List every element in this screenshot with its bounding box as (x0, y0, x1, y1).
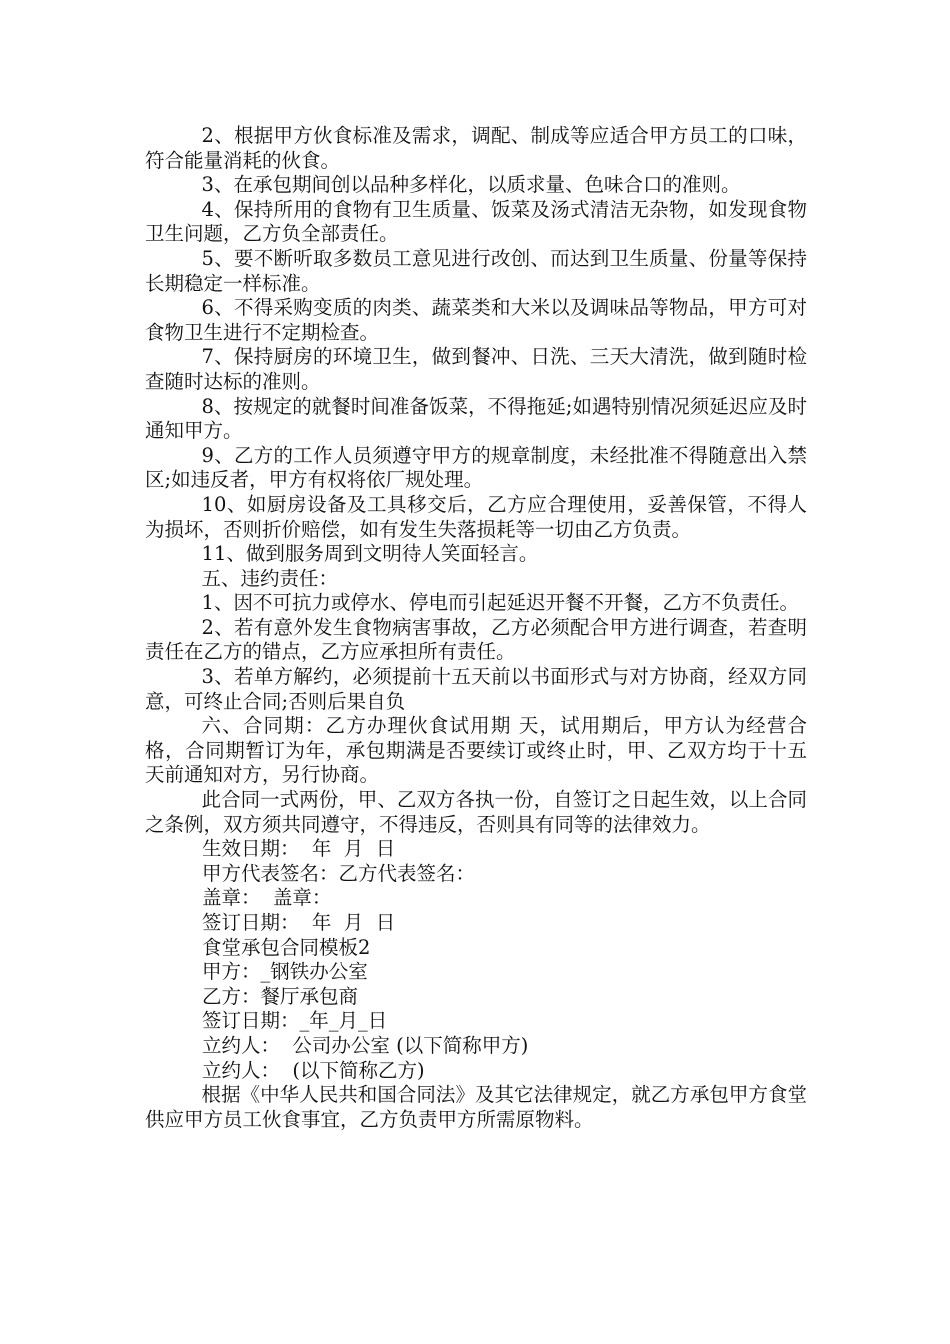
section-breach-heading: 五、违约责任： (201, 566, 339, 590)
breach-clause-2: 2、若有意外发生食物病害事故，乙方必须配合甲方进行调查，若查明责任在乙方的错点，乙方应承担所有责任。 (145, 615, 807, 664)
party-a-line: 甲方：_钢铁办公室 (202, 960, 368, 984)
clause-8-meal-times: 8、按规定的就餐时间准备饭菜，不得拖延;如遇特别情况须延迟应及时通知甲方。 (145, 394, 807, 443)
clause-11-service: 11、做到服务周到文明待人笑面轻言。 (201, 542, 539, 566)
clause-9-staff-rules: 9、乙方的工作人员须遵守甲方的规章制度，未经批准不得随意出入禁区;如违反者，甲方有权将依厂规处理。 (145, 443, 807, 492)
breach-clause-1: 1、因不可抗力或停水、停电而引起延迟开餐不开餐，乙方不负责任。 (201, 591, 799, 615)
section-contract-term: 六、合同期：乙方办理伙食试用期 天，试用期后，甲方认为经营合格，合同期暂订为年，承包期满是否要续订或终止时，甲、乙双方均于十五天前通知对方，另行协商。 (145, 714, 807, 787)
signing-date-line: 签订日期： 年 月 日 (202, 911, 396, 934)
clause-10-equipment: 10、如厨房设备及工具移交后，乙方应合理使用，妥善保管，不得人为损坏，否则折价赔偿，如有发生失落损耗等一切由乙方负责。 (145, 492, 807, 541)
legal-basis-paragraph: 根据《中华人民共和国合同法》及其它法律规定，就乙方承包甲方食堂供应甲方员工伙食事宜，乙方负责甲方所需原物料。 (145, 1083, 807, 1131)
clause-6-procurement: 6、不得采购变质的肉类、蔬菜类和大米以及调味品等物品，甲方可对食物卫生进行不定期检查。 (145, 296, 807, 344)
effective-date-line: 生效日期： 年 月 日 (202, 837, 396, 861)
representative-signature-line: 甲方代表签名：乙方代表签名： (202, 861, 476, 885)
template-2-title: 食堂承包合同模板2 (202, 935, 371, 959)
breach-clause-3: 3、若单方解约，必须提前十五天前以书面形式与对方协商，经双方同意，可终止合同;否则后果自负 (145, 665, 807, 713)
clause-4-food-hygiene: 4、保持所用的食物有卫生质量、饭菜及汤式清洁无杂物，如发现食物卫生问题，乙方负全部责任。 (145, 197, 807, 246)
clause-7-kitchen-cleaning: 7、保持厨房的环境卫生，做到餐冲、日洗、三天大清洗，做到随时检查随时达标的准则。 (145, 345, 807, 393)
contracting-party-a-line: 立约人： 公司办公室 (以下简称甲方) (202, 1033, 529, 1057)
document-body (145, 124, 807, 1132)
clause-3-variety: 3、在承包期间创以品种多样化，以质求量、色味合口的准则。 (201, 173, 741, 197)
template-2-signing-date-line: 签订日期：_年_月_日 (202, 1009, 388, 1033)
seal-line: 盖章： 盖章： (202, 886, 332, 910)
effectiveness-clause: 此合同一式两份，甲、乙双方各执一份，自签订之日起生效，以上合同之条例，双方须共同遵守，不得违反，否则具有同等的法律效力。 (145, 788, 807, 836)
party-b-line: 乙方：餐厅承包商 (202, 984, 359, 1008)
clause-2-catering-standard: 2、根据甲方伙食标准及需求，调配、制成等应适合甲方员工的口味，符合能量消耗的伙食。 (145, 124, 807, 172)
contracting-party-b-line: 立约人： (以下简称乙方) (202, 1058, 425, 1082)
clause-5-employee-feedback: 5、要不断听取多数员工意见进行改创、而达到卫生质量、份量等保持长期稳定一样标准。 (145, 246, 807, 295)
